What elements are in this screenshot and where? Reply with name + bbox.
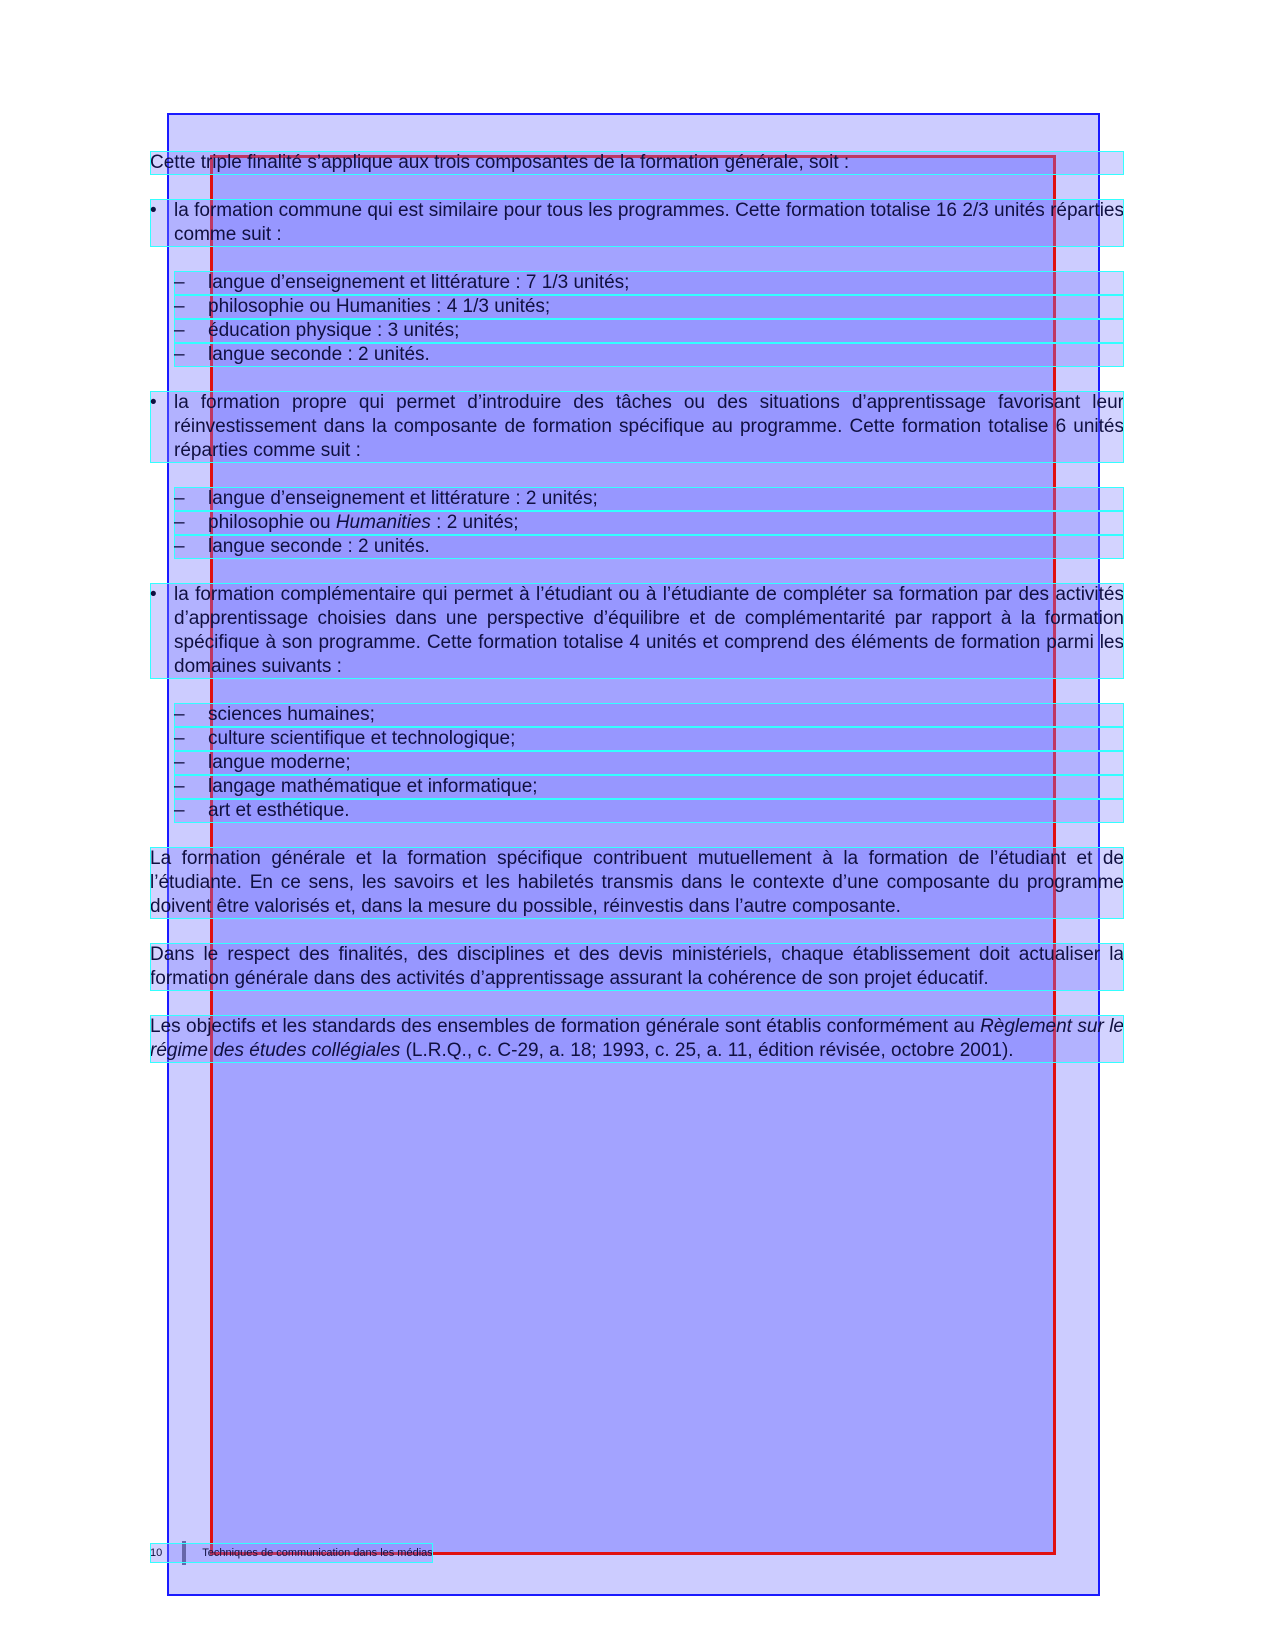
paragraph-institution-responsibility: Dans le respect des finalités, des disciplines et des devis ministériels, chaque établissement doit actualiser la formation générale dans des activités d’apprentissage assurant la cohérence de son projet éducatif. xyxy=(150,944,1124,989)
list-item: – langue seconde : 2 unités. xyxy=(174,343,1124,367)
list-item: – sciences humaines; xyxy=(174,703,1124,727)
component-formation-commune xyxy=(150,199,1124,367)
component-formation-propre xyxy=(150,391,1124,559)
bullet-icon: • xyxy=(150,392,157,413)
sub-list xyxy=(174,703,1124,823)
list-item: – art et esthétique. xyxy=(174,799,1124,823)
dash-icon: – xyxy=(174,320,185,341)
bullet-icon: • xyxy=(150,200,157,221)
dash-icon: – xyxy=(174,512,185,533)
dash-icon: – xyxy=(174,296,185,317)
dash-icon: – xyxy=(174,488,185,509)
dash-icon: – xyxy=(174,344,185,365)
dash-icon: – xyxy=(174,776,185,797)
list-item: – philosophie ou Humanities : 2 unités; xyxy=(174,511,1124,535)
sub-list xyxy=(174,271,1124,367)
bullet-text: la formation propre qui permet d’introduire des tâches ou des situations d’apprentissage favorisant leur réinvestissement dans la composante de formation spécifique au programme. Cette formation totalise 6 unités réparties comme suit : xyxy=(174,392,1124,461)
bullet-icon: • xyxy=(150,584,157,605)
bullet-text: la formation commune qui est similaire pour tous les programmes. Cette formation totalise 16 2/3 unités réparties comme suit : xyxy=(174,200,1124,245)
bullet-paragraph xyxy=(150,199,1124,247)
list-item: – langue seconde : 2 unités. xyxy=(174,535,1124,559)
intro-paragraph: Cette triple finalité s’applique aux trois composantes de la formation générale, soit : xyxy=(150,151,1124,175)
document-body xyxy=(150,151,1124,1087)
paragraph-objectives-standards: Les objectifs et les standards des ensembles de formation générale sont établis conformément au Règlement sur le régime des études collégiales (L.R.Q., c. C-29, a. 18; 1993, c. 25, a. 11, édition révisée, octobre 2001). xyxy=(150,1016,1124,1061)
dash-icon: – xyxy=(174,536,185,557)
bullet-text: la formation complémentaire qui permet à l’étudiant ou à l’étudiante de compléter sa formation par des activités d’apprentissage choisies dans une perspective d’équilibre et de complémentarité par rapport à la formation spécifique à son programme. Cette formation totalise 4 unités et comprend des éléments de formation parmi les domaines suivants : xyxy=(174,584,1124,677)
page-footer xyxy=(150,1543,433,1563)
component-formation-complementaire xyxy=(150,583,1124,823)
list-item: – langue moderne; xyxy=(174,751,1124,775)
regulation-title: Règlement sur le régime des études collégiales xyxy=(150,1016,1124,1061)
list-item: – langue d’enseignement et littérature : 2 unités; xyxy=(174,487,1124,511)
dash-icon: – xyxy=(174,272,185,293)
footer-title: Techniques de communication dans les médias xyxy=(202,1547,433,1559)
dash-icon: – xyxy=(174,800,185,821)
page-number: 10 xyxy=(150,1547,163,1559)
sub-list xyxy=(174,487,1124,559)
footer-separator xyxy=(182,1541,186,1565)
bullet-paragraph xyxy=(150,583,1124,679)
dash-icon: – xyxy=(174,728,185,749)
dash-icon: – xyxy=(174,704,185,725)
list-item: – éducation physique : 3 unités; xyxy=(174,319,1124,343)
bullet-paragraph xyxy=(150,391,1124,463)
dash-icon: – xyxy=(174,752,185,773)
list-item: – langue d’enseignement et littérature : 7 1/3 unités; xyxy=(174,271,1124,295)
list-item: – culture scientifique et technologique; xyxy=(174,727,1124,751)
list-item: – langage mathématique et informatique; xyxy=(174,775,1124,799)
paragraph-mutual-contribution: La formation générale et la formation spécifique contribuent mutuellement à la formation de l’étudiant et de l’étudiante. En ce sens, les savoirs et les habiletés transmis dans le contexte d’une composante du programme doivent être valorisés et, dans la mesure du possible, réinvestis dans l’autre composante. xyxy=(150,848,1124,917)
list-item: – philosophie ou Humanities : 4 1/3 unités; xyxy=(174,295,1124,319)
